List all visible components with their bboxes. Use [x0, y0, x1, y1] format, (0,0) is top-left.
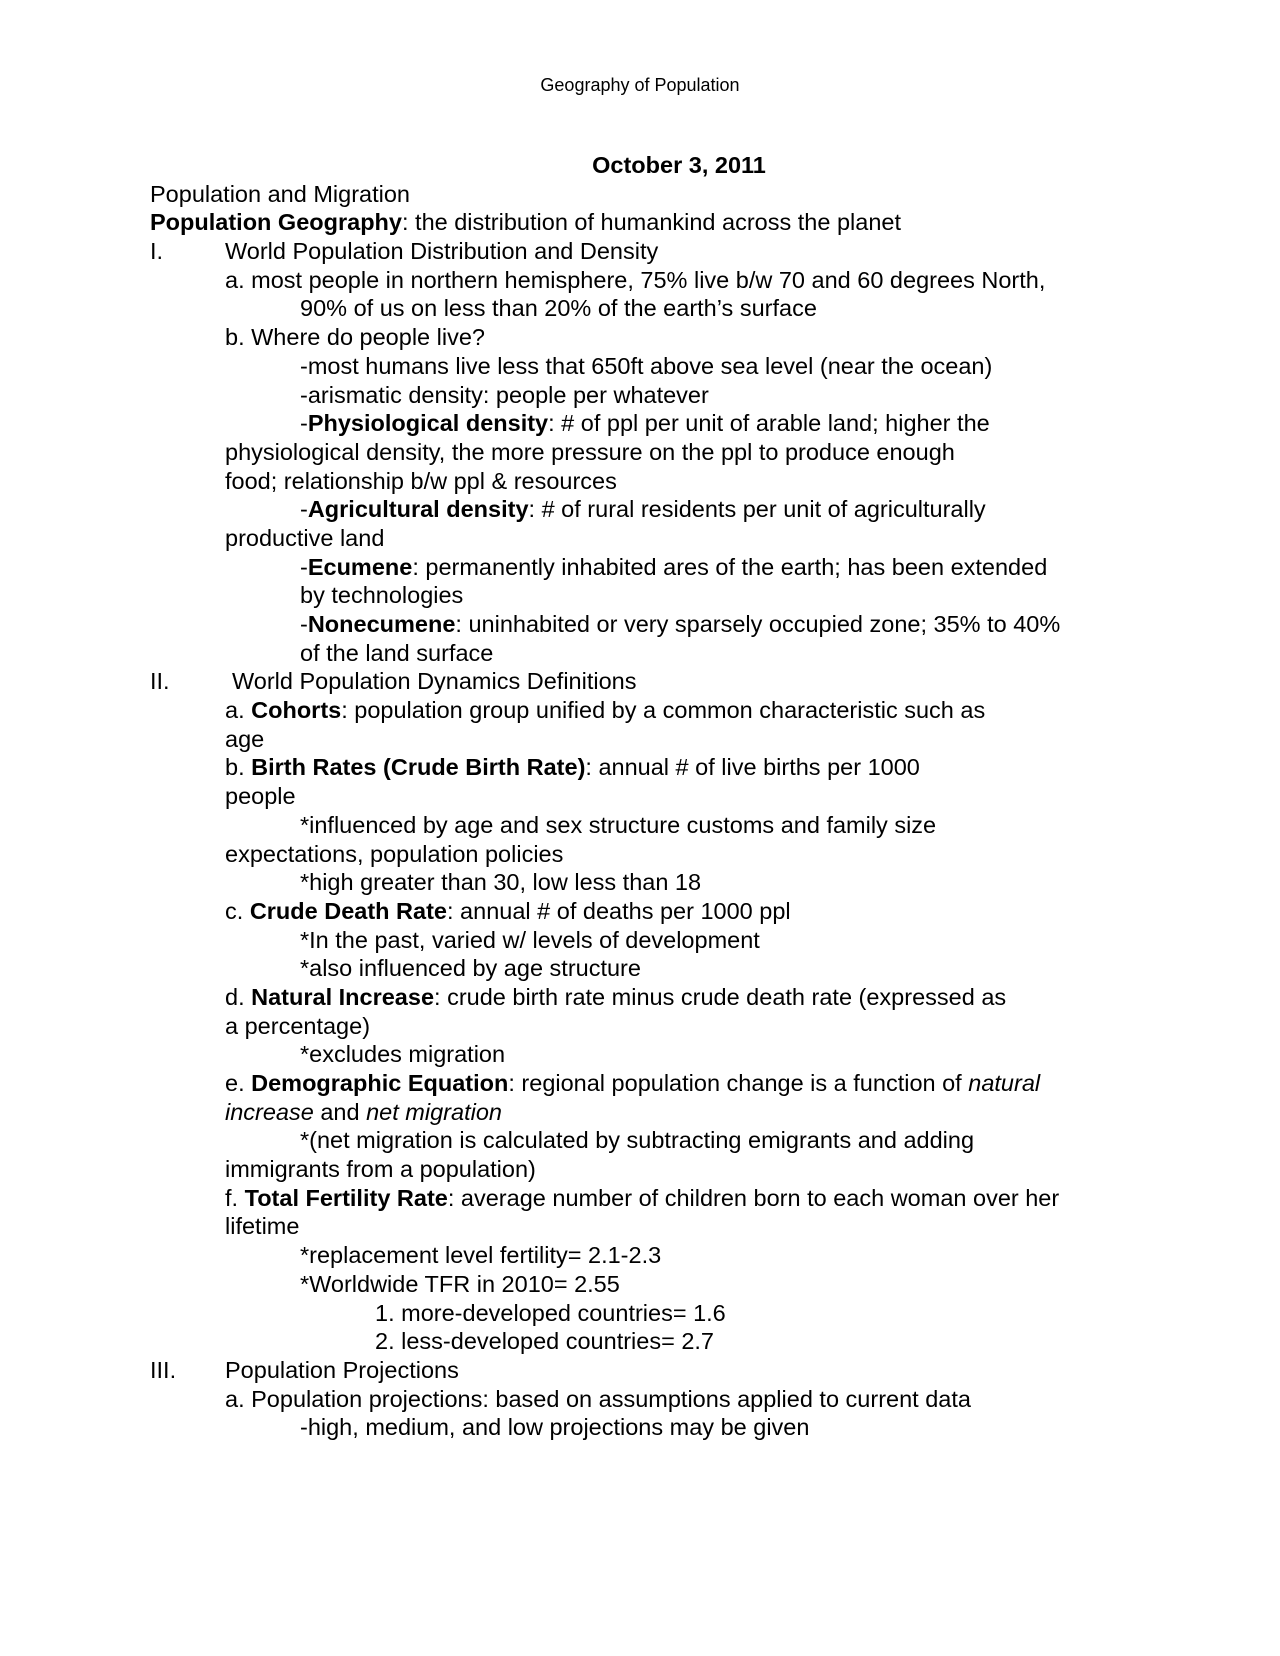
s1-b-bullet-3	[0, 409, 1280, 438]
definition-text: : the distribution of humankind across the planet	[401, 209, 902, 236]
dash: -	[300, 611, 308, 637]
physiological-density-term: Physiological density	[307, 410, 549, 437]
s2-c-bullet-2: *also influenced by age structure	[300, 955, 641, 982]
agricultural-density-term: Agricultural density	[307, 496, 529, 523]
s1-b-bullet-3-cont-2: food; relationship b/w ppl & resources	[225, 467, 617, 494]
s2-item-d-cont: a percentage)	[225, 1012, 371, 1039]
term-text: : uninhabited or very sparsely occupied zone; 35% to 40%	[455, 611, 1061, 637]
natural-increase-term: Natural Increase	[251, 983, 435, 1010]
section-3-title: Population Projections	[225, 1356, 459, 1383]
s1-b-bullet-3-cont-1: physiological density, the more pressure on the ppl to produce enough	[225, 438, 955, 465]
item-prefix: c.	[225, 897, 250, 924]
item-prefix: a.	[225, 697, 252, 724]
s2-item-b-cont: people	[225, 783, 296, 810]
section-1-heading	[0, 237, 1280, 266]
natural-italic: natural	[968, 1070, 1041, 1096]
s2-f-subitem-2: 2. less-developed countries= 2.7	[375, 1328, 715, 1355]
s1-b-bullet-5-cont: by technologies	[300, 582, 464, 609]
term-text: : regional population change is a function of	[508, 1070, 969, 1096]
term-text: : # of rural residents per unit of agriculturally	[528, 496, 986, 523]
document-header: Geography of Population	[540, 75, 740, 95]
term-text: : average number of children born to each woman over her	[447, 1184, 1060, 1211]
s3-item-a: a. Population projections: based on assumptions applied to current data	[225, 1385, 971, 1412]
s1-b-bullet-4	[0, 495, 1280, 524]
s1-item-a-cont: 90% of us on less than 20% of the earth’s surface	[300, 295, 817, 322]
s1-b-bullet-6	[0, 610, 1280, 639]
s3-a-bullet-1: -high, medium, and low projections may be given	[300, 1414, 810, 1441]
s2-f-bullet-1: *replacement level fertility= 2.1-2.3	[300, 1242, 662, 1269]
definition-line	[0, 208, 1280, 237]
s2-item-f	[0, 1184, 1280, 1213]
item-prefix: f.	[225, 1184, 245, 1211]
s2-item-b	[0, 753, 1280, 782]
section-2-heading	[0, 667, 1280, 696]
s2-f-subitem-1: 1. more-developed countries= 1.6	[375, 1299, 726, 1326]
net-migration-italic: net migration	[366, 1098, 502, 1125]
s2-b-bullet-1-cont: expectations, population policies	[225, 840, 564, 867]
crude-death-rate-term: Crude Death Rate	[249, 897, 447, 924]
birth-rates-term: Birth Rates (Crude Birth Rate)	[251, 754, 586, 781]
s2-e-bullet-1: *(net migration is calculated by subtracting emigrants and adding	[300, 1127, 975, 1154]
s2-b-bullet-2: *high greater than 30, low less than 18	[300, 869, 702, 896]
and-text: and	[313, 1098, 367, 1125]
definition-term: Population Geography	[150, 209, 402, 236]
topic-line: Population and Migration	[150, 180, 410, 207]
s1-item-a: a. most people in northern hemisphere, 75% live b/w 70 and 60 degrees North,	[225, 266, 1046, 293]
s2-item-c	[0, 897, 1280, 926]
term-text: : annual # of live births per 1000	[585, 754, 920, 781]
demographic-equation-term: Demographic Equation	[251, 1070, 509, 1096]
s1-b-bullet-5	[0, 553, 1280, 582]
item-prefix: d.	[225, 983, 252, 1010]
section-2-numeral: II.	[150, 668, 170, 695]
document-body	[0, 151, 1280, 1442]
s1-item-b: b. Where do people live?	[225, 324, 485, 351]
section-1-title: World Population Distribution and Density	[225, 238, 659, 265]
nonecumene-term: Nonecumene	[307, 611, 456, 637]
term-text: : # of ppl per unit of arable land; higher the	[548, 410, 990, 437]
term-text: : annual # of deaths per 1000 ppl	[447, 897, 791, 924]
increase-italic: increase	[225, 1098, 314, 1125]
section-2-title: World Population Dynamics Definitions	[232, 668, 637, 695]
s1-b-bullet-4-cont: productive land	[225, 524, 385, 551]
dash: -	[300, 496, 308, 523]
ecumene-term: Ecumene	[307, 553, 413, 580]
date-heading: October 3, 2011	[592, 152, 766, 178]
s2-item-e	[0, 1069, 1280, 1098]
s2-item-a	[0, 696, 1280, 725]
s2-b-bullet-1: *influenced by age and sex structure customs and family size	[300, 811, 937, 838]
term-text: : population group unified by a common characteristic such as	[341, 697, 986, 724]
s2-c-bullet-1: *In the past, varied w/ levels of development	[300, 926, 760, 953]
term-text: : crude birth rate minus crude death rate (expressed as	[434, 983, 1007, 1010]
s2-item-d	[0, 983, 1280, 1012]
s1-b-bullet-1: -most humans live less that 650ft above sea level (near the ocean)	[300, 352, 993, 379]
s1-b-bullet-2: -arismatic density: people per whatever	[300, 381, 709, 408]
section-3-heading	[0, 1356, 1280, 1385]
dash: -	[300, 553, 308, 580]
cohorts-term: Cohorts	[251, 697, 342, 724]
s2-item-e-cont	[0, 1098, 1280, 1127]
section-3-numeral: III.	[150, 1356, 177, 1383]
s2-e-bullet-1-cont: immigrants from a population)	[225, 1156, 536, 1183]
s2-d-bullet-1: *excludes migration	[300, 1041, 506, 1068]
s2-f-bullet-2: *Worldwide TFR in 2010= 2.55	[300, 1270, 620, 1297]
total-fertility-rate-term: Total Fertility Rate	[244, 1184, 448, 1211]
item-prefix: b.	[225, 754, 252, 781]
item-prefix: e.	[225, 1070, 252, 1096]
s2-item-f-cont: lifetime	[225, 1213, 300, 1240]
term-text: : permanently inhabited ares of the earth; has been extended	[412, 553, 1048, 580]
dash: -	[300, 410, 308, 437]
section-1-numeral: I.	[150, 238, 164, 265]
s1-b-bullet-6-cont: of the land surface	[300, 639, 494, 666]
s2-item-a-cont: age	[225, 725, 265, 752]
